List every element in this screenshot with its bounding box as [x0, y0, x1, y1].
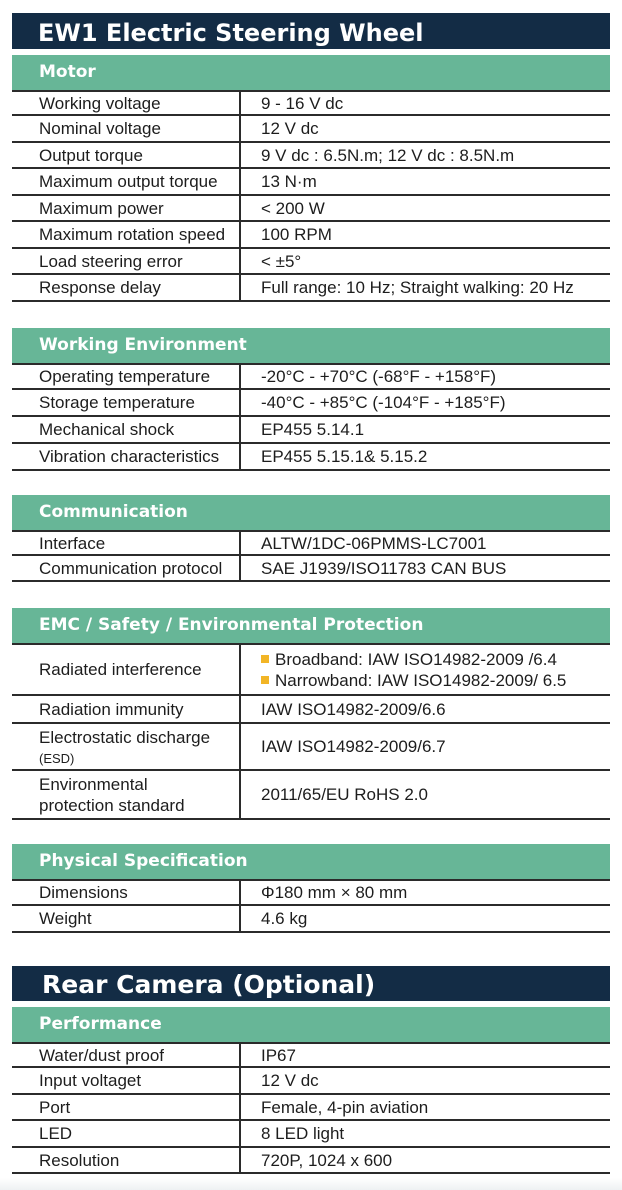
row-value: 9 V dc : 6.5N.m; 12 V dc : 8.5N.m: [261, 145, 515, 165]
broadband-line: [261, 649, 610, 670]
communication-section: [12, 495, 610, 582]
table-row: [12, 1068, 610, 1095]
row-label: Input voltaget: [12, 1068, 241, 1093]
table-row: [12, 696, 610, 724]
table-row: [12, 417, 610, 444]
row-value: 12 V dc: [261, 1071, 319, 1090]
table-row: [12, 556, 610, 582]
table-row: [12, 1095, 610, 1121]
table-row: [12, 249, 610, 275]
row-label: Output torque: [12, 143, 241, 167]
row-value: 720P, 1024 x 600: [261, 1150, 393, 1170]
row-label: Response delay: [12, 275, 241, 300]
title-bar-rear-camera: [12, 966, 610, 1001]
broadband-text: Broadband: IAW ISO14982-2009 /6.4: [275, 649, 557, 669]
esd-label-line2: (ESD): [39, 751, 75, 766]
row-label: Load steering error: [12, 249, 241, 273]
env-label-line1: Environmental: [39, 775, 148, 794]
row-value: 12 V dc: [261, 119, 319, 138]
table-row: [12, 363, 610, 390]
table-row: [12, 444, 610, 471]
communication-heading: Communication: [12, 495, 610, 530]
row-label: [12, 771, 241, 818]
row-label: Maximum rotation speed: [12, 222, 241, 247]
row-value: -20°C - +70°C (-68°F - +158°F): [261, 367, 497, 386]
row-value: Full range: 10 Hz; Straight walking: 20 Hz: [261, 278, 574, 297]
row-value: IAW ISO14982-2009/6.6: [261, 699, 446, 719]
motor-heading: Motor: [12, 55, 610, 90]
table-row: [12, 1121, 610, 1148]
row-label: Storage temperature: [12, 390, 241, 415]
row-label: LED: [12, 1121, 241, 1146]
row-label: Maximum output torque: [12, 169, 241, 194]
row-label: Maximum power: [12, 196, 241, 220]
row-value: EP455 5.15.1& 5.15.2: [261, 447, 428, 466]
table-row: [12, 116, 610, 143]
row-label: [12, 724, 241, 769]
row-label: Communication protocol: [12, 556, 241, 580]
narrowband-line: [261, 670, 610, 691]
row-label: Port: [12, 1095, 241, 1119]
table-row: [12, 1148, 610, 1174]
performance-heading: Performance: [12, 1007, 610, 1042]
table-row: [12, 143, 610, 169]
motor-section: [12, 55, 610, 302]
table-row: [12, 90, 610, 116]
emc-heading: EMC / Safety / Environmental Protection: [12, 608, 610, 643]
row-value: < ±5°: [261, 251, 302, 271]
row-value: -40°C - +85°C (-104°F - +185°F): [261, 393, 506, 412]
page-title: EW1 Electric Steering Wheel: [38, 19, 424, 47]
physical-heading: Physical Specification: [12, 844, 610, 879]
row-value: Female, 4-pin aviation: [261, 1097, 429, 1117]
row-value: IAW ISO14982-2009/6.7: [261, 737, 446, 756]
table-row: [12, 390, 610, 417]
row-label: Radiated interference: [12, 645, 241, 694]
table-row: [12, 169, 610, 196]
row-value: ALTW/1DC-06PMMS-LC7001: [261, 533, 487, 553]
row-label: Radiation immunity: [12, 696, 241, 722]
environment-heading: Working Environment: [12, 328, 610, 363]
env-label-line2: protection standard: [39, 796, 185, 815]
table-row: [12, 879, 610, 906]
row-value: < 200 W: [261, 198, 325, 218]
emc-section: [12, 608, 610, 820]
title-bar-steering-wheel: [12, 13, 610, 49]
row-label: Dimensions: [12, 881, 241, 904]
table-row: [12, 196, 610, 222]
row-label: Weight: [12, 906, 241, 931]
row-label: Interface: [12, 532, 241, 554]
narrowband-text: Narrowband: IAW ISO14982-2009/ 6.5: [275, 670, 567, 690]
esd-label-line1: Electrostatic discharge: [39, 728, 211, 747]
row-value: EP455 5.14.1: [261, 420, 365, 439]
row-value: 13 N·m: [261, 172, 317, 191]
table-row: [12, 771, 610, 820]
page-bottom-edge: [0, 1178, 622, 1190]
section-title: Rear Camera (Optional): [42, 970, 376, 999]
row-value: [241, 649, 610, 691]
table-row: [12, 530, 610, 556]
row-value: 4.6 kg: [261, 909, 308, 928]
row-value: IP67: [261, 1045, 296, 1065]
table-row: [12, 222, 610, 249]
table-row: [12, 275, 610, 302]
row-label: Operating temperature: [12, 365, 241, 388]
physical-section: [12, 844, 610, 933]
performance-section: [12, 1007, 610, 1174]
table-row: [12, 724, 610, 771]
row-value: 8 LED light: [261, 1124, 345, 1143]
row-value: Φ180 mm × 80 mm: [261, 883, 408, 902]
table-row: [12, 643, 610, 696]
table-row: [12, 1042, 610, 1068]
row-label: Water/dust proof: [12, 1044, 241, 1066]
bullet-square-icon: [261, 676, 269, 684]
row-label: Resolution: [12, 1148, 241, 1172]
row-label: Nominal voltage: [12, 116, 241, 141]
table-row: [12, 906, 610, 933]
row-label: Vibration characteristics: [12, 444, 241, 469]
row-label: Working voltage: [12, 92, 241, 114]
environment-section: [12, 328, 610, 471]
row-label: Mechanical shock: [12, 417, 241, 442]
row-value: SAE J1939/ISO11783 CAN BUS: [261, 558, 507, 578]
row-value: 2011/65/EU RoHS 2.0: [261, 785, 428, 804]
row-value: 9 - 16 V dc: [261, 93, 344, 113]
bullet-square-icon: [261, 655, 269, 663]
row-value: 100 RPM: [261, 225, 332, 244]
